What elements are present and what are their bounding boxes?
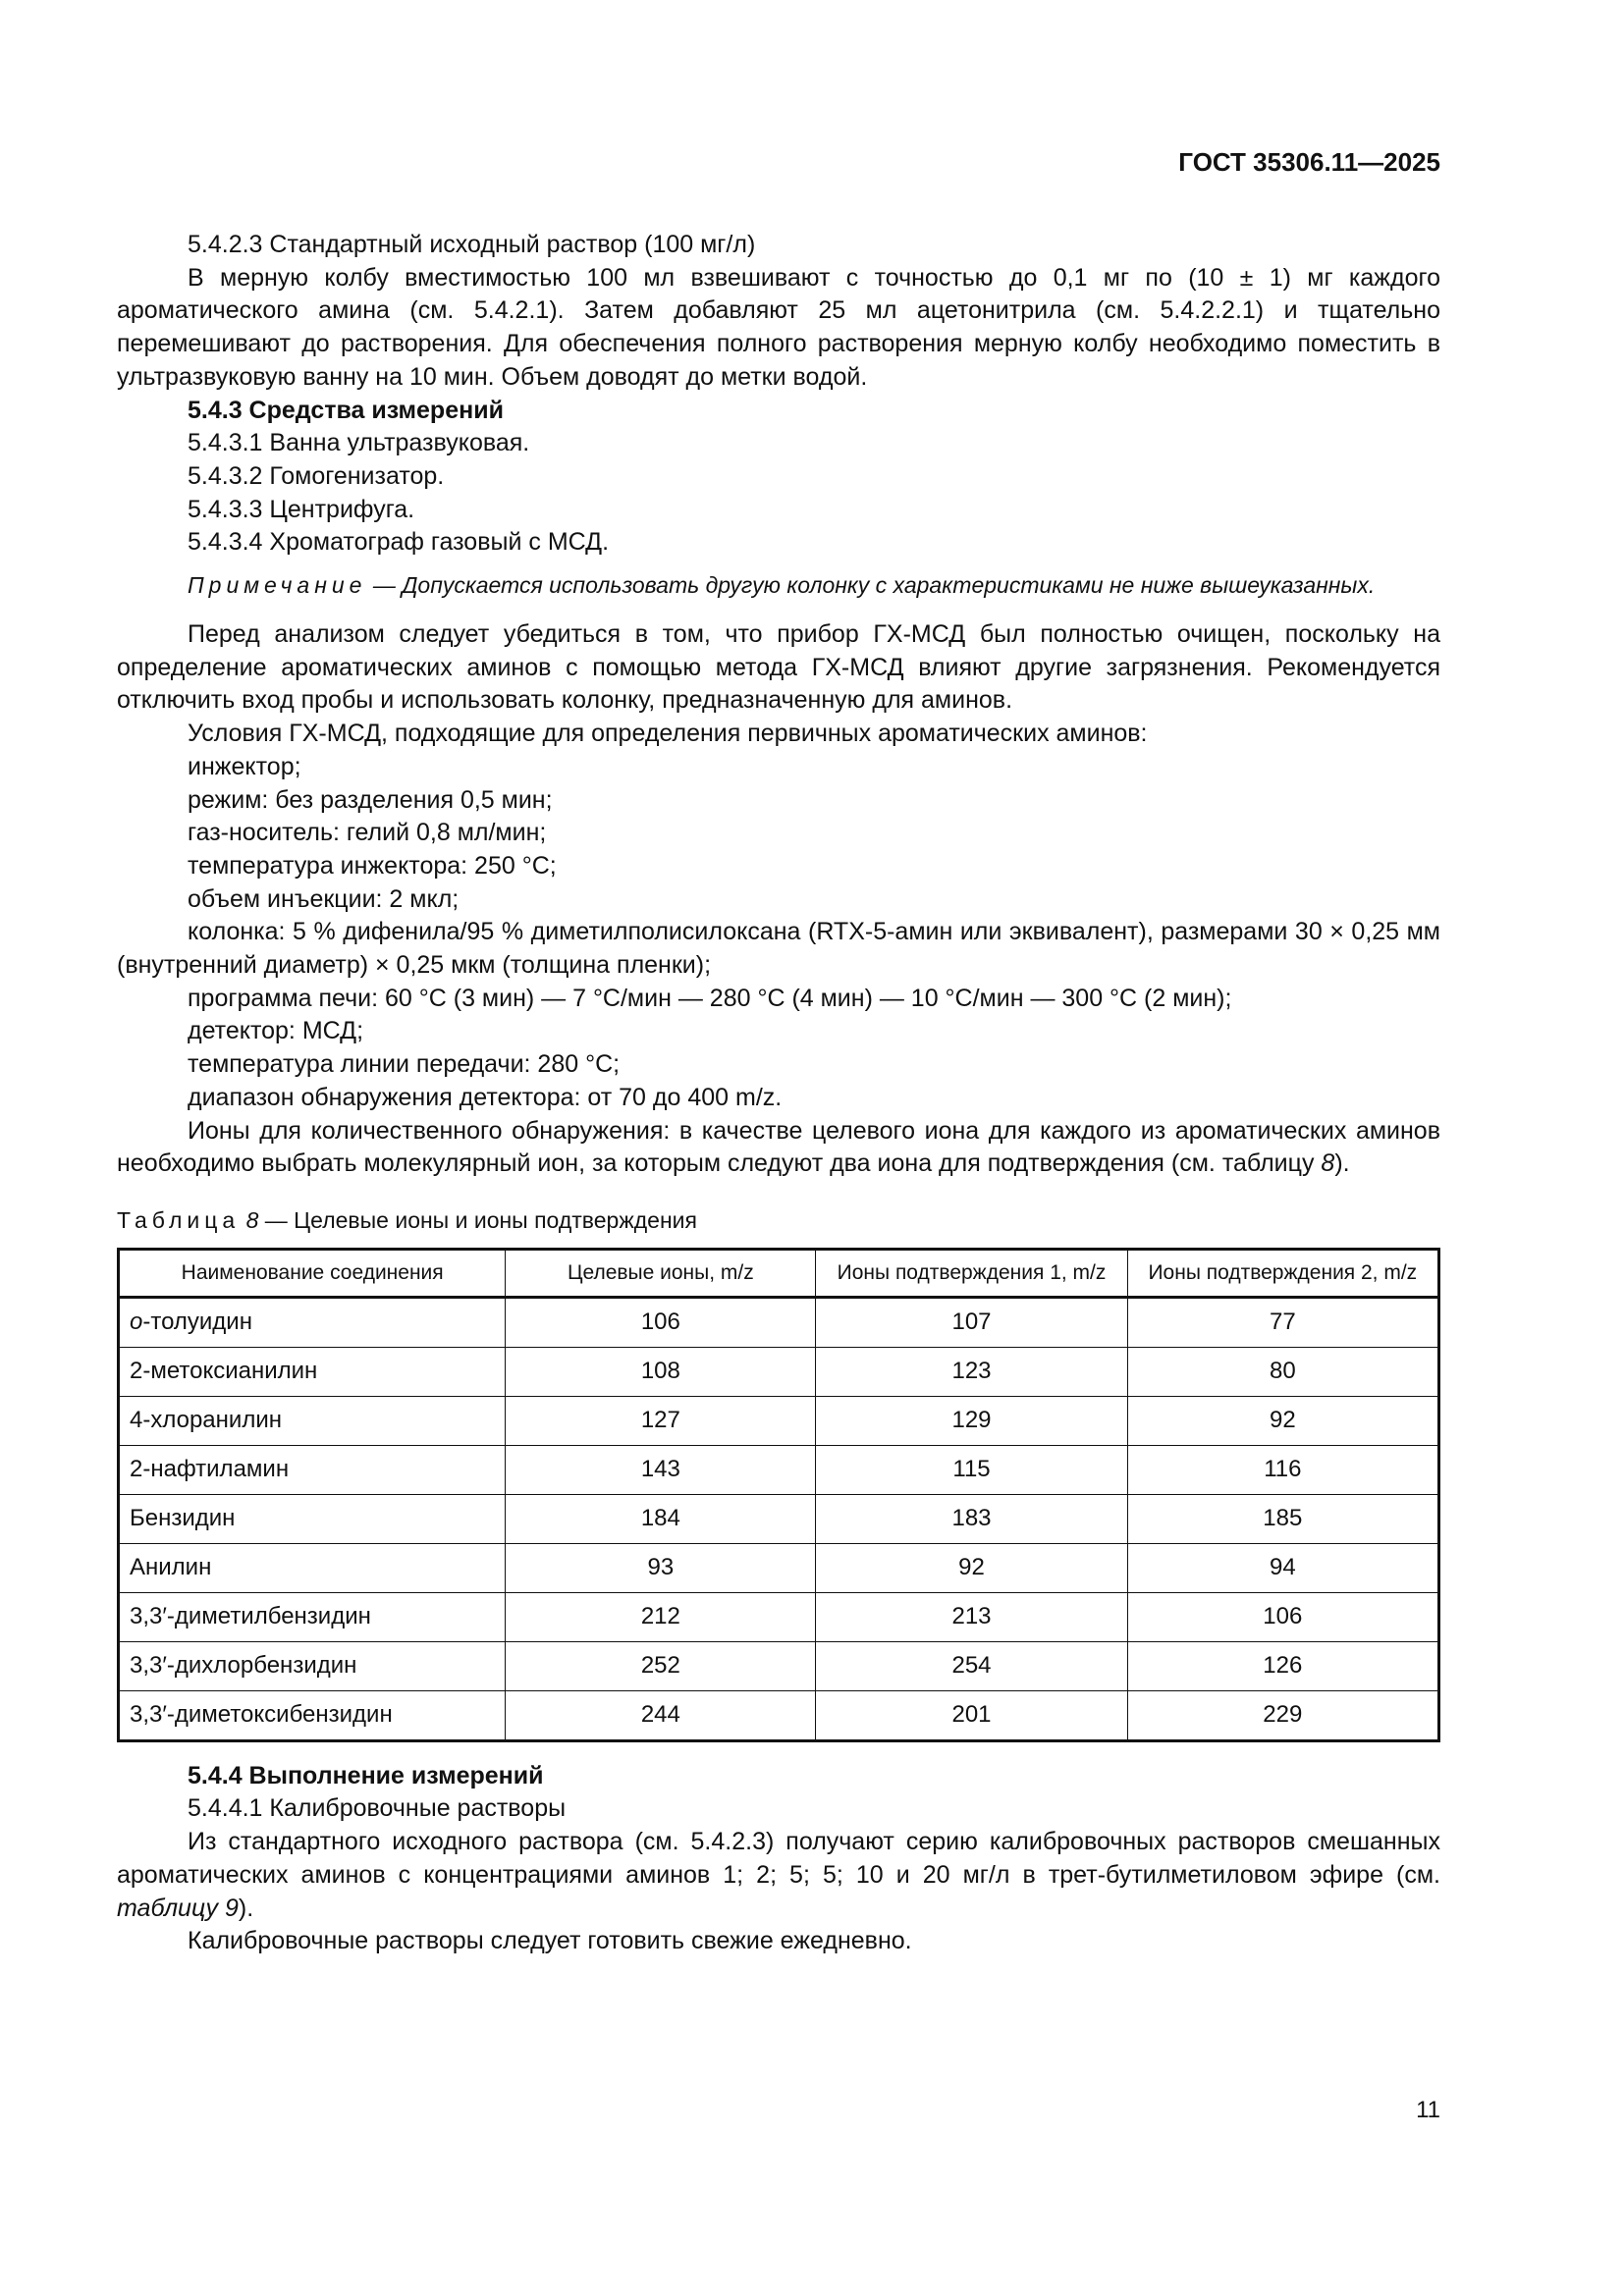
body-text [117,229,1440,1958]
target-ion: 212 [506,1592,816,1641]
instrument-item: 5.4.3.1 Ванна ультразвуковая. [188,429,530,457]
calibration-fresh: Калибровочные растворы следует готовить свежие ежедневно. [188,1927,912,1955]
compound-name: 2-метоксианилин [119,1347,506,1396]
compound-name: 3,3′-дихлорбензидин [119,1641,506,1690]
target-ion: 143 [506,1445,816,1494]
confirm-ion-2: 77 [1127,1297,1438,1347]
condition-item: диапазон обнаружения детектора: от 70 до 400 m/z. [188,1083,783,1111]
table-row [119,1445,1439,1494]
ions-table [117,1248,1440,1742]
confirm-ion-2: 116 [1127,1445,1438,1494]
compound-name: 3,3′-диметилбензидин [119,1592,506,1641]
target-ion: 244 [506,1690,816,1740]
caption-word: Таблица [117,1206,241,1233]
target-ion: 108 [506,1347,816,1396]
table-row [119,1592,1439,1641]
target-ion: 93 [506,1543,816,1592]
confirm-ion-1: 213 [816,1592,1127,1641]
confirm-ion-2: 80 [1127,1347,1438,1396]
confirm-ion-2: 94 [1127,1543,1438,1592]
compound-prefix: о [130,1308,143,1336]
caption-number: 8 [245,1206,259,1233]
compound-name: 3,3′-диметоксибензидин [119,1690,506,1740]
confirm-ion-1: 123 [816,1347,1127,1396]
confirm-ion-2: 92 [1127,1396,1438,1445]
condition-item: программа печи: 60 °С (3 мин) — 7 °С/мин — 280 °С (4 мин) — 10 °С/мин — 300 °С (2 мин); [188,984,1232,1012]
confirm-ion-2: 229 [1127,1690,1438,1740]
ions-text-end: ). [1334,1149,1350,1178]
condition-item: температура линии передачи: 280 °С; [188,1050,621,1079]
section-544-heading: 5.4.4 Выполнение измерений [188,1761,544,1789]
table-row [119,1641,1439,1690]
note-label: Примечание [188,572,367,599]
calibration-paragraph [117,1826,1440,1925]
document-page [117,0,1440,2296]
target-ion: 106 [506,1297,816,1347]
column-header: Ионы подтверждения 1, m/z [816,1249,1127,1297]
table-row [119,1347,1439,1396]
calibration-text: Из стандартного исходного раствора (см. 5.4.2.3) получают серию калибровочных растворов смешанных ароматических аминов с концентрациями аминов 1; 2; 5; 5; 10 и 20 мг/л в трет-бутилметиловом эфире (см. [117,1828,1440,1889]
instrument-item: 5.4.3.3 Центрифуга. [188,495,415,523]
table-row [119,1690,1439,1740]
ions-text: Ионы для количественного обнаружения: в качестве целевого иона для каждого из ароматических аминов необходимо выбрать молекулярный ион, за которым следуют два иона для подтверждения (см. таблицу [117,1116,1440,1178]
section-543-heading: 5.4.3 Средства измерений [188,396,504,424]
note [117,569,1440,601]
table-header-row [119,1249,1439,1297]
section-5441-title: 5.4.4.1 Калибровочные растворы [188,1794,567,1823]
confirm-ion-1: 183 [816,1494,1127,1543]
condition-item: объем инъекции: 2 мкл; [188,884,460,913]
target-ion: 252 [506,1641,816,1690]
confirm-ion-2: 126 [1127,1641,1438,1690]
caption-title: — Целевые ионы и ионы подтверждения [258,1206,697,1233]
compound-name: о-толуидин [119,1297,506,1347]
instrument-item: 5.4.3.2 Гомогенизатор. [188,461,445,490]
calibration-text-end: ). [238,1894,254,1922]
confirm-ion-1: 107 [816,1297,1127,1347]
note-text: — Допускается использовать другую колонку с характеристиками не ниже вышеуказанных. [366,572,1376,599]
confirm-ion-2: 185 [1127,1494,1438,1543]
table-9-ref: таблицу 9 [117,1894,239,1922]
instrument-item: 5.4.3.4 Хроматограф газовый с МСД. [188,528,610,557]
table-row [119,1396,1439,1445]
column-header: Наименование соединения [119,1249,506,1297]
table-row [119,1297,1439,1347]
condition-item: инжектор; [188,752,301,780]
confirm-ion-1: 254 [816,1641,1127,1690]
table-caption [117,1204,1440,1238]
confirm-ion-1: 92 [816,1543,1127,1592]
compound-name: Анилин [119,1543,506,1592]
condition-item: детектор: МСД; [188,1017,364,1045]
compound-name: Бензидин [119,1494,506,1543]
target-ion: 184 [506,1494,816,1543]
gc-ms-paragraph: Перед анализом следует убедиться в том, что прибор ГХ-МСД был полностью очищен, поскольку на определение ароматических аминов с помощью метода ГХ-МСД влияют другие загрязнения. Рекомендуется отключить вход пробы и использовать колонку, предназначенную для аминов. [117,620,1440,715]
ions-paragraph [117,1115,1440,1181]
condition-item: температура инжектора: 250 °С; [188,851,557,880]
column-header: Ионы подтверждения 2, m/z [1127,1249,1438,1297]
page-number: 11 [1416,2097,1440,2123]
confirm-ion-1: 129 [816,1396,1127,1445]
target-ion: 127 [506,1396,816,1445]
condition-item: режим: без разделения 0,5 мин; [188,785,553,814]
compound-name: 4-хлоранилин [119,1396,506,1445]
compound-name: 2-нафтиламин [119,1445,506,1494]
condition-item: газ-носитель: гелий 0,8 мл/мин; [188,819,547,847]
confirm-ion-2: 106 [1127,1592,1438,1641]
conditions-intro: Условия ГХ-МСД, подходящие для определения первичных ароматических аминов: [188,720,1148,748]
confirm-ion-1: 115 [816,1445,1127,1494]
section-5423-text: В мерную колбу вместимостью 100 мл взвешивают с точностью до 0,1 мг по (10 ± 1) мг каждого ароматического амина (см. 5.4.2.1). Затем добавляют 25 мл ацетонитрила (см. 5.4.2.2.1) и тщательно перемешивают до растворения. Для обеспечения полного растворения мерную колбу необходимо поместить в ультразвуковую ванну на 10 мин. Объем доводят до метки водой. [117,263,1440,391]
condition-column: колонка: 5 % дифенила/95 % диметилполисилоксана (RTX-5-амин или эквивалент), размерами 30 × 0,25 мм (внутренний диаметр) × 0,25 мкм (толщина пленки); [117,918,1440,980]
section-5423-title: 5.4.2.3 Стандартный исходный раствор (100 мг/л) [188,231,756,258]
standard-header: ГОСТ 35306.11—2025 [1178,147,1440,177]
column-header: Целевые ионы, m/z [506,1249,816,1297]
table-ref: 8 [1321,1149,1335,1178]
table-row [119,1494,1439,1543]
confirm-ion-1: 201 [816,1690,1127,1740]
table-row [119,1543,1439,1592]
